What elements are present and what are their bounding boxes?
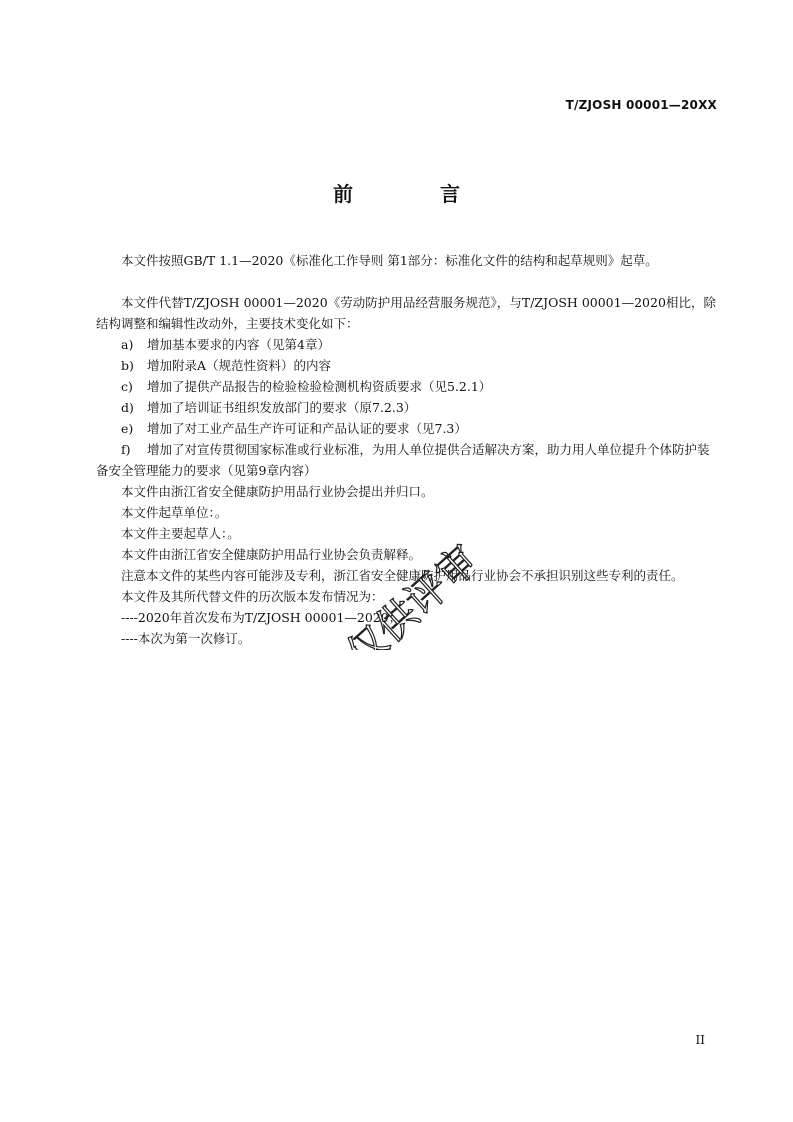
list-text: 增加了提供产品报告的检验检验检测机构资质要求（见5.2.1） [147, 379, 492, 394]
list-item [96, 334, 716, 355]
history-item: ----2020年首次发布为T/ZJOSH 00001—2020； [121, 610, 402, 625]
paragraph-replacement: 本文件代替T/ZJOSH 00001—2020《劳动防护用品经营服务规范》，与T/ZJOSH 00001—2020相比，除结构调整和编辑性改动外，主要技术变化如下： [96, 295, 716, 331]
page-title: 前 言 [333, 182, 500, 206]
list-text: 增加了对宣传贯彻国家标准或行业标准，为用人单位提供合适解决方案，助力用人单位提升个体防护装备安全管理能力的要求（见第9章内容） [96, 442, 710, 478]
document-code: T/ZJOSH 00001—20XX [565, 98, 717, 112]
list-item [96, 376, 716, 397]
list-marker: a) [121, 337, 134, 352]
list-marker: c) [121, 379, 133, 394]
list-text: 增加了对工业产品生产许可证和产品认证的要求（见7.3） [147, 421, 467, 436]
list-text: 增加基本要求的内容（见第4章） [147, 337, 330, 352]
list-marker: e) [121, 421, 134, 436]
list-text: 增加附录A（规范性资料）的内容 [147, 358, 332, 373]
paragraph-proposer: 本文件由浙江省安全健康防护用品行业协会提出并归口。 [121, 484, 434, 499]
watermark-text: 仅供评审 [337, 536, 488, 650]
list-item [96, 355, 716, 376]
page-number: II [695, 1033, 705, 1047]
paragraph-history: 本文件及其所代替文件的历次版本发布情况为： [121, 589, 384, 604]
history-item: ----本次为第一次修订。 [121, 631, 251, 646]
paragraph-drafters: 本文件主要起草人：。 [121, 526, 240, 541]
list-marker: b) [121, 358, 134, 373]
paragraph-patent-notice: 注意本文件的某些内容可能涉及专利，浙江省安全健康防护用品行业协会不承担识别这些专利的责任。 [121, 568, 684, 583]
paragraph-interpretation: 本文件由浙江省安全健康防护用品行业协会负责解释。 [121, 547, 422, 562]
foreword-body [96, 250, 716, 649]
list-item [96, 418, 716, 439]
paragraph-drafting-unit: 本文件起草单位：。 [121, 505, 228, 520]
paragraph-drafting-basis: 本文件按照GB/T 1.1—2020《标准化工作导则 第1部分：标准化文件的结构和起草规则》起草。 [121, 253, 658, 268]
list-item [96, 397, 716, 418]
list-marker: f) [121, 442, 131, 457]
list-text: 增加了培训证书组织发放部门的要求（原7.2.3） [147, 400, 417, 415]
list-item [96, 439, 716, 481]
list-marker: d) [121, 400, 134, 415]
